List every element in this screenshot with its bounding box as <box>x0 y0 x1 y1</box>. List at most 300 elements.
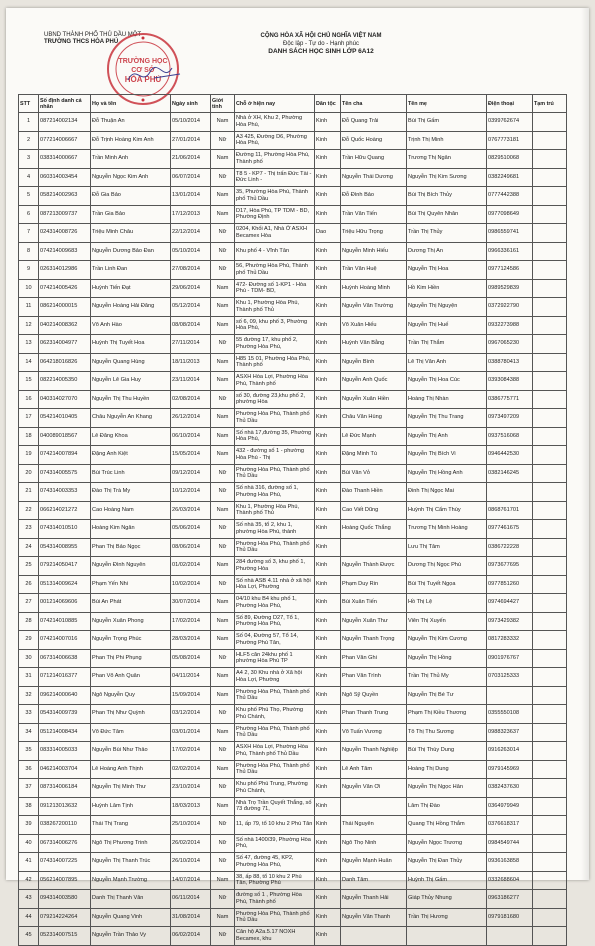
table-cell: Nguyễn Văn Thanh <box>341 908 407 927</box>
table-cell <box>533 131 567 150</box>
table-cell: Nam <box>211 372 235 391</box>
table-row <box>19 779 567 798</box>
table-cell: Số nhà 17,đường 35, Phường Hòa Phú, <box>235 427 315 446</box>
table-cell: 060314003454 <box>39 168 91 187</box>
table-cell <box>533 927 567 946</box>
table-cell: Nguyễn Thành Được <box>341 557 407 576</box>
table-cell: Nhà Trọ Trần Quyết Thắng, số 73 đường 71, <box>235 797 315 816</box>
table-cell: A3 425, Đường D6, Phường Hòa Phú, <box>235 131 315 150</box>
table-row <box>19 631 567 650</box>
table-cell: Trần Minh Anh <box>91 150 171 169</box>
table-row <box>19 483 567 502</box>
table-cell: Nam <box>211 797 235 816</box>
table-cell: Nguyễn Quang Vinh <box>91 908 171 927</box>
table-cell: Phan Văn Ghi <box>341 649 407 668</box>
table-cell: 0703125333 <box>487 668 533 687</box>
table-cell: 35 <box>19 742 39 761</box>
table-cell: Nguyễn Trần Thảo Vy <box>91 927 171 946</box>
table-cell: 054214010405 <box>39 409 91 428</box>
table-cell: D17, Hòa Phú, TP TDM - BD, Phường Định <box>235 205 315 224</box>
table-cell: 058214002963 <box>39 187 91 206</box>
table-cell: ASXH Hòa Lợi, Phường Hòa Phú, Thành phố Thủ Dầu <box>235 742 315 761</box>
table-cell: Kinh <box>315 723 341 742</box>
table-cell: 43 <box>19 890 39 909</box>
table-cell: Khu phố 4 - Vĩnh Tân <box>235 242 315 261</box>
table-cell: 0967065230 <box>487 335 533 354</box>
table-cell: Bùi Thị Bích Thủy <box>407 187 487 206</box>
table-row <box>19 853 567 872</box>
table-cell: Phường Hòa Phú, Thành phố Thủ Dầu <box>235 464 315 483</box>
table-row <box>19 834 567 853</box>
table-cell: 051314009624 <box>39 575 91 594</box>
table-cell: 03/12/2014 <box>171 705 211 724</box>
table-cell: Nam <box>211 150 235 169</box>
table-cell: Kinh <box>315 316 341 335</box>
table-cell: 56, Phường Hòa Phú, Thành phố Thủ Dầu <box>235 261 315 280</box>
table-cell: 05/06/2014 <box>171 520 211 539</box>
table-cell: 001214069606 <box>39 594 91 613</box>
table-cell: Nguyễn Lê Gia Huy <box>91 372 171 391</box>
table-cell: 04/11/2014 <box>171 668 211 687</box>
table-cell: Nữ <box>211 483 235 502</box>
table-cell: Khu phố Phú Thọ, Phường Phú Chánh, <box>235 705 315 724</box>
table-cell: 091213013632 <box>39 797 91 816</box>
table-cell: Triệu Hữu Trọng <box>341 224 407 243</box>
table-cell: Võ Anh Hào <box>91 316 171 335</box>
table-cell: Nữ <box>211 390 235 409</box>
table-row <box>19 890 567 909</box>
table-cell: Cao Viết Dũng <box>341 501 407 520</box>
table-cell: Dao <box>315 224 341 243</box>
table-cell: 25 <box>19 557 39 576</box>
table-cell: 26/03/2014 <box>171 501 211 520</box>
table-cell: đường số 1 , Phường Hòa Phú, Thành phố <box>235 890 315 909</box>
table-cell: Nữ <box>211 649 235 668</box>
table-cell: Phường Hòa Phú, Thành phố Thủ Dầu <box>235 538 315 557</box>
table-cell <box>533 908 567 927</box>
table-cell: Kinh <box>315 538 341 557</box>
table-cell: Châu Nguyễn An Khang <box>91 409 171 428</box>
table-cell: Nguyễn Dương Bảo Đan <box>91 242 171 261</box>
table-cell: 05/12/2014 <box>171 298 211 317</box>
table-row <box>19 279 567 298</box>
table-cell: Nguyễn Thái Dương <box>341 168 407 187</box>
country-name: CỘNG HÒA XÃ HỘI CHỦ NGHĨA VIỆT NAM <box>260 33 382 39</box>
column-header: Dân tộc <box>315 95 341 113</box>
table-cell: Nguyễn Xuân Thư <box>341 612 407 631</box>
table-cell: 24 <box>19 538 39 557</box>
table-cell: Kinh <box>315 871 341 890</box>
table-cell: Nam <box>211 298 235 317</box>
table-cell: Danh Thị Thanh Vân <box>91 890 171 909</box>
table-cell: 0382249681 <box>487 168 533 187</box>
table-cell: Trần Thị Thủ My <box>407 668 487 687</box>
table-cell <box>533 298 567 317</box>
table-cell: Kinh <box>315 890 341 909</box>
table-row <box>19 501 567 520</box>
table-cell: Kinh <box>315 150 341 169</box>
table-cell: Nam <box>211 409 235 428</box>
table-cell: 0977124586 <box>487 261 533 280</box>
table-cell: Đỗ Quốc Hoàng <box>341 131 407 150</box>
table-cell: 11, ấp 79, tổ 10 khu 2 Phú Tân <box>235 816 315 835</box>
table-cell: Số nhà 316, đường số 1, Phường Hòa Phú, <box>235 483 315 502</box>
table-cell <box>487 927 533 946</box>
national-header <box>196 32 446 56</box>
table-row <box>19 261 567 280</box>
table-cell: 052314007515 <box>39 927 91 946</box>
table-cell: Nguyễn Thị Kim Cương <box>407 631 487 650</box>
table-cell: 074314003353 <box>39 483 91 502</box>
table-cell: Nam <box>211 686 235 705</box>
table-cell <box>533 816 567 835</box>
table-cell: Nguyễn Thị Ngọc Hân <box>407 779 487 798</box>
table-cell: Nam <box>211 871 235 890</box>
table-cell <box>533 853 567 872</box>
table-row <box>19 298 567 317</box>
table-cell: Châu Văn Hùng <box>341 409 407 428</box>
table-cell: Phường Hòa Phú, Thành phố Thủ Dầu <box>235 908 315 927</box>
table-cell <box>533 242 567 261</box>
table-cell: 18 <box>19 427 39 446</box>
table-cell: Nam <box>211 501 235 520</box>
table-cell <box>487 483 533 502</box>
table-cell: 284 đường số 3, khu phố 1, Phường Hòa <box>235 557 315 576</box>
table-row <box>19 131 567 150</box>
table-cell: Cao Hoàng Nam <box>91 501 171 520</box>
table-cell: 31/08/2014 <box>171 908 211 927</box>
table-cell: Hồ Thị Lệ <box>407 594 487 613</box>
table-cell <box>533 890 567 909</box>
table-cell: 056214007895 <box>39 871 91 890</box>
table-cell: Trần Thị Hương <box>407 908 487 927</box>
table-cell: Kinh <box>315 816 341 835</box>
table-cell: 0204, Khối A1, Nhà Ở ASXH Becamex Hòa <box>235 224 315 243</box>
table-cell: 26/12/2014 <box>171 409 211 428</box>
table-cell: Nguyễn Văn Ơi <box>341 779 407 798</box>
table-cell: Kinh <box>315 483 341 502</box>
table-cell <box>533 538 567 557</box>
table-cell: 0767773181 <box>487 131 533 150</box>
table-cell <box>533 871 567 890</box>
table-cell: Kinh <box>315 760 341 779</box>
table-cell <box>533 446 567 465</box>
table-cell: 27 <box>19 594 39 613</box>
table-cell: Võ Xuân Hiếu <box>341 316 407 335</box>
table-cell: 23/10/2014 <box>171 779 211 798</box>
table-cell: 0916263014 <box>487 742 533 761</box>
table-cell: 26 <box>19 575 39 594</box>
table-cell <box>533 779 567 798</box>
table-cell: 9 <box>19 261 39 280</box>
table-cell: Nam <box>211 446 235 465</box>
table-cell: Bùi Xuân Tiến <box>341 594 407 613</box>
table-cell: 19 <box>19 446 39 465</box>
table-cell: Huỳnh Thị Cẩm Thùy <box>407 501 487 520</box>
table-cell: 33 <box>19 705 39 724</box>
table-cell: 074214009683 <box>39 242 91 261</box>
table-cell: Nữ <box>211 890 235 909</box>
table-cell <box>533 631 567 650</box>
table-cell: 0936163858 <box>487 853 533 872</box>
table-cell <box>533 224 567 243</box>
table-cell: Nam <box>211 557 235 576</box>
table-cell: 30/07/2014 <box>171 594 211 613</box>
table-cell: 074214007016 <box>39 631 91 650</box>
table-cell: Lê Đức Mạnh <box>341 427 407 446</box>
table-cell: Nam <box>211 279 235 298</box>
table-cell: 4 <box>19 168 39 187</box>
table-cell: Đào Thanh Hiền <box>341 483 407 502</box>
table-cell: Nam <box>211 427 235 446</box>
table-cell: Nguyễn Thanh Nghiệp <box>341 742 407 761</box>
table-row <box>19 372 567 391</box>
table-cell: Nam <box>211 353 235 372</box>
table-cell: 40 <box>19 834 39 853</box>
table-cell: Kinh <box>315 668 341 687</box>
table-cell: Ngô Nguyễn Quy <box>91 686 171 705</box>
table-cell: 0984549744 <box>487 834 533 853</box>
table-row <box>19 446 567 465</box>
table-cell: Kinh <box>315 131 341 150</box>
table-cell: Số 04, Đường 57, Tổ 14, Phường Phú Tân, <box>235 631 315 650</box>
table-cell: Đỗ Thuận An <box>91 113 171 132</box>
table-row <box>19 705 567 724</box>
student-roster-table <box>18 94 567 946</box>
table-cell: Kinh <box>315 853 341 872</box>
table-cell: Bùi An Phát <box>91 594 171 613</box>
table-header-row <box>19 95 567 113</box>
table-cell: Trần Văn Huệ <box>341 261 407 280</box>
table-cell: Phường Hòa Phú, Thành phố Thủ Dầu <box>235 760 315 779</box>
table-cell: 17/12/2013 <box>171 205 211 224</box>
table-cell: Võ Tuấn Vương <box>341 723 407 742</box>
table-cell: Nữ <box>211 520 235 539</box>
table-cell: 086214000015 <box>39 298 91 317</box>
school-name: TRƯỜNG THCS HÒA PHÚ <box>44 39 119 45</box>
table-cell: Nam <box>211 594 235 613</box>
table-cell: Nữ <box>211 464 235 483</box>
table-cell: 37 <box>19 779 39 798</box>
table-cell: Đào Thị Trà My <box>91 483 171 502</box>
table-cell: 067314006638 <box>39 649 91 668</box>
table-row <box>19 871 567 890</box>
table-cell: 17/02/2014 <box>171 612 211 631</box>
table-cell: Bùi Thị Gấm <box>407 113 487 132</box>
table-cell <box>533 520 567 539</box>
table-cell: Phường Hòa Phú, Thành phố Thủ Dầu <box>235 723 315 742</box>
table-cell: 22/12/2014 <box>171 224 211 243</box>
table-cell: 09/12/2014 <box>171 464 211 483</box>
table-cell: Nữ <box>211 224 235 243</box>
table-cell: 15/05/2014 <box>171 446 211 465</box>
table-cell: Nguyễn Ngọc Trương <box>407 834 487 853</box>
table-cell <box>533 557 567 576</box>
column-header: Tên cha <box>341 95 407 113</box>
table-cell: 074314007225 <box>39 853 91 872</box>
table-cell: Huỳnh Thị Gấm <box>407 871 487 890</box>
table-cell: Kinh <box>315 446 341 465</box>
table-cell: 074214005426 <box>39 279 91 298</box>
table-cell: Nam <box>211 668 235 687</box>
table-cell: Phạm Duy Rin <box>341 575 407 594</box>
table-cell: Kinh <box>315 353 341 372</box>
table-cell: Nguyễn Bình <box>341 353 407 372</box>
table-row <box>19 205 567 224</box>
table-cell: Lê Đăng Khoa <box>91 427 171 446</box>
svg-text:CƠ SỞ: CƠ SỞ <box>131 67 155 74</box>
svg-text:TRƯỜNG HỌC: TRƯỜNG HỌC <box>118 58 168 65</box>
table-cell: 1 <box>19 113 39 132</box>
table-cell: 01/02/2014 <box>171 557 211 576</box>
table-cell: Kinh <box>315 705 341 724</box>
table-cell: Nguyễn Thanh Hải <box>341 890 407 909</box>
table-cell <box>533 686 567 705</box>
table-cell: 18/03/2013 <box>171 797 211 816</box>
table-cell: 071214016377 <box>39 668 91 687</box>
table-cell: Huỳnh Hoàng Minh <box>341 279 407 298</box>
table-cell: Bùi Thị Thùy Dung <box>407 742 487 761</box>
table-cell: Đỗ Gia Bảo <box>91 187 171 206</box>
table-row <box>19 723 567 742</box>
svg-text:HÒA PHÚ: HÒA PHÚ <box>124 75 162 84</box>
table-cell: 17/02/2014 <box>171 742 211 761</box>
table-cell: 05/10/2014 <box>171 242 211 261</box>
table-cell: Nguyễn Thị Hồng Anh <box>407 464 487 483</box>
table-cell: 0986559741 <box>487 224 533 243</box>
table-cell: 0973429382 <box>487 612 533 631</box>
table-cell: Nam <box>211 316 235 335</box>
table-row <box>19 242 567 261</box>
table-cell: Tô Thị Thu Sương <box>407 723 487 742</box>
table-cell: 10 <box>19 279 39 298</box>
table-cell: 27/11/2014 <box>171 335 211 354</box>
table-cell <box>533 760 567 779</box>
table-cell <box>533 335 567 354</box>
table-row <box>19 224 567 243</box>
table-cell: 11 <box>19 298 39 317</box>
table-cell: Kinh <box>315 649 341 668</box>
table-cell: Nam <box>211 612 235 631</box>
table-cell: 062314004977 <box>39 335 91 354</box>
table-cell: số 6, 09, khu phố 3, Phường Hòa Phú, <box>235 316 315 335</box>
table-cell: 040214008362 <box>39 316 91 335</box>
table-cell: Lê Anh Tâm <box>341 760 407 779</box>
table-cell: 10/12/2014 <box>171 483 211 502</box>
table-cell: Nguyễn Thị Bích Vi <box>407 446 487 465</box>
column-header: Tên mẹ <box>407 95 487 113</box>
table-cell: Nguyễn Hoàng Hải Đăng <box>91 298 171 317</box>
table-cell: Nguyễn Thị Anh <box>407 427 487 446</box>
table-cell: 20 <box>19 464 39 483</box>
table-cell: Kinh <box>315 927 341 946</box>
table-cell: 27/08/2014 <box>171 261 211 280</box>
table-cell: Đỗ Trịnh Hoàng Kim Anh <box>91 131 171 150</box>
table-cell: Nữ <box>211 131 235 150</box>
column-header: Giới tính <box>211 95 235 113</box>
table-cell: Nữ <box>211 335 235 354</box>
table-cell: 14 <box>19 353 39 372</box>
table-cell <box>533 723 567 742</box>
signature <box>124 60 184 90</box>
table-cell: Lưu Thị Tâm <box>407 538 487 557</box>
table-cell: Hoàng Kim Ngân <box>91 520 171 539</box>
table-cell: Căn hộ A2a.5.17 NOXH Becamex, khu <box>235 927 315 946</box>
table-cell: Kinh <box>315 779 341 798</box>
column-header: STT <box>19 95 39 113</box>
table-cell: 34 <box>19 723 39 742</box>
table-cell <box>533 612 567 631</box>
table-cell: Nữ <box>211 168 235 187</box>
document-page <box>6 8 589 942</box>
table-cell: 074214010885 <box>39 612 91 631</box>
table-cell: Thái Nguyên <box>341 816 407 835</box>
table-cell: Kinh <box>315 908 341 927</box>
table-cell: Nguyễn Thị Kim Sương <box>407 168 487 187</box>
table-cell: 046214003704 <box>39 760 91 779</box>
table-cell: 083314005033 <box>39 742 91 761</box>
table-cell: Bùi Văn Vỏ <box>341 464 407 483</box>
table-cell: 087314006184 <box>39 779 91 798</box>
table-cell: Đinh Thị Ngọc Mai <box>407 483 487 502</box>
table-cell: 0817283332 <box>487 631 533 650</box>
table-cell <box>533 261 567 280</box>
table-cell: 45 <box>19 927 39 946</box>
table-cell: 23 <box>19 520 39 539</box>
table-cell: Phan Thị Như Quỳnh <box>91 705 171 724</box>
table-cell <box>533 279 567 298</box>
table-cell: Nam <box>211 760 235 779</box>
table-cell: Nam <box>211 113 235 132</box>
table-cell: Nguyễn Thị Thanh Trúc <box>91 853 171 872</box>
table-cell: 6 <box>19 205 39 224</box>
table-cell: Dương Thị Ngọc Phú <box>407 557 487 576</box>
table-cell: 18/11/2013 <box>171 353 211 372</box>
table-cell: Ngô Thọ Ninh <box>341 834 407 853</box>
table-cell: 0973677695 <box>487 557 533 576</box>
table-cell: 0977851260 <box>487 575 533 594</box>
table-cell: Kinh <box>315 575 341 594</box>
table-cell: Kinh <box>315 113 341 132</box>
table-cell: 8 <box>19 242 39 261</box>
table-cell: Kinh <box>315 834 341 853</box>
table-row <box>19 575 567 594</box>
table-cell: Trương Thị Minh Hoàng <box>407 520 487 539</box>
table-cell: 054314008955 <box>39 538 91 557</box>
table-cell: 06/11/2014 <box>171 890 211 909</box>
table-cell: H85 15 01, Phường Hòa Phú, Thành phố <box>235 353 315 372</box>
table-cell: 0979181680 <box>487 908 533 927</box>
table-row <box>19 409 567 428</box>
table-cell: 064218016826 <box>39 353 91 372</box>
table-cell: 0372922790 <box>487 298 533 317</box>
table-cell: ASXH Hòa Lợi, Phường Hòa Phú, Thành phố <box>235 372 315 391</box>
table-cell: Huỳnh Văn Bằng <box>341 335 407 354</box>
table-cell: Nguyễn Thị Nguyện <box>407 298 487 317</box>
table-cell: Đường 11, Phường Hòa Phú, Thành phố <box>235 150 315 169</box>
table-cell: Bùi Thị Tuyết Ngọa <box>407 575 487 594</box>
table-row <box>19 390 567 409</box>
table-cell: Nguyễn Mạnh Trường <box>91 871 171 890</box>
table-cell: Nguyễn Minh Hiếu <box>341 242 407 261</box>
table-cell: Kinh <box>315 298 341 317</box>
table-cell: Kinh <box>315 520 341 539</box>
table-cell: Nguyễn Quang Hùng <box>91 353 171 372</box>
table-cell: 0355550108 <box>487 705 533 724</box>
table-cell: 26/10/2014 <box>171 853 211 872</box>
table-row <box>19 908 567 927</box>
table-cell: Kinh <box>315 261 341 280</box>
